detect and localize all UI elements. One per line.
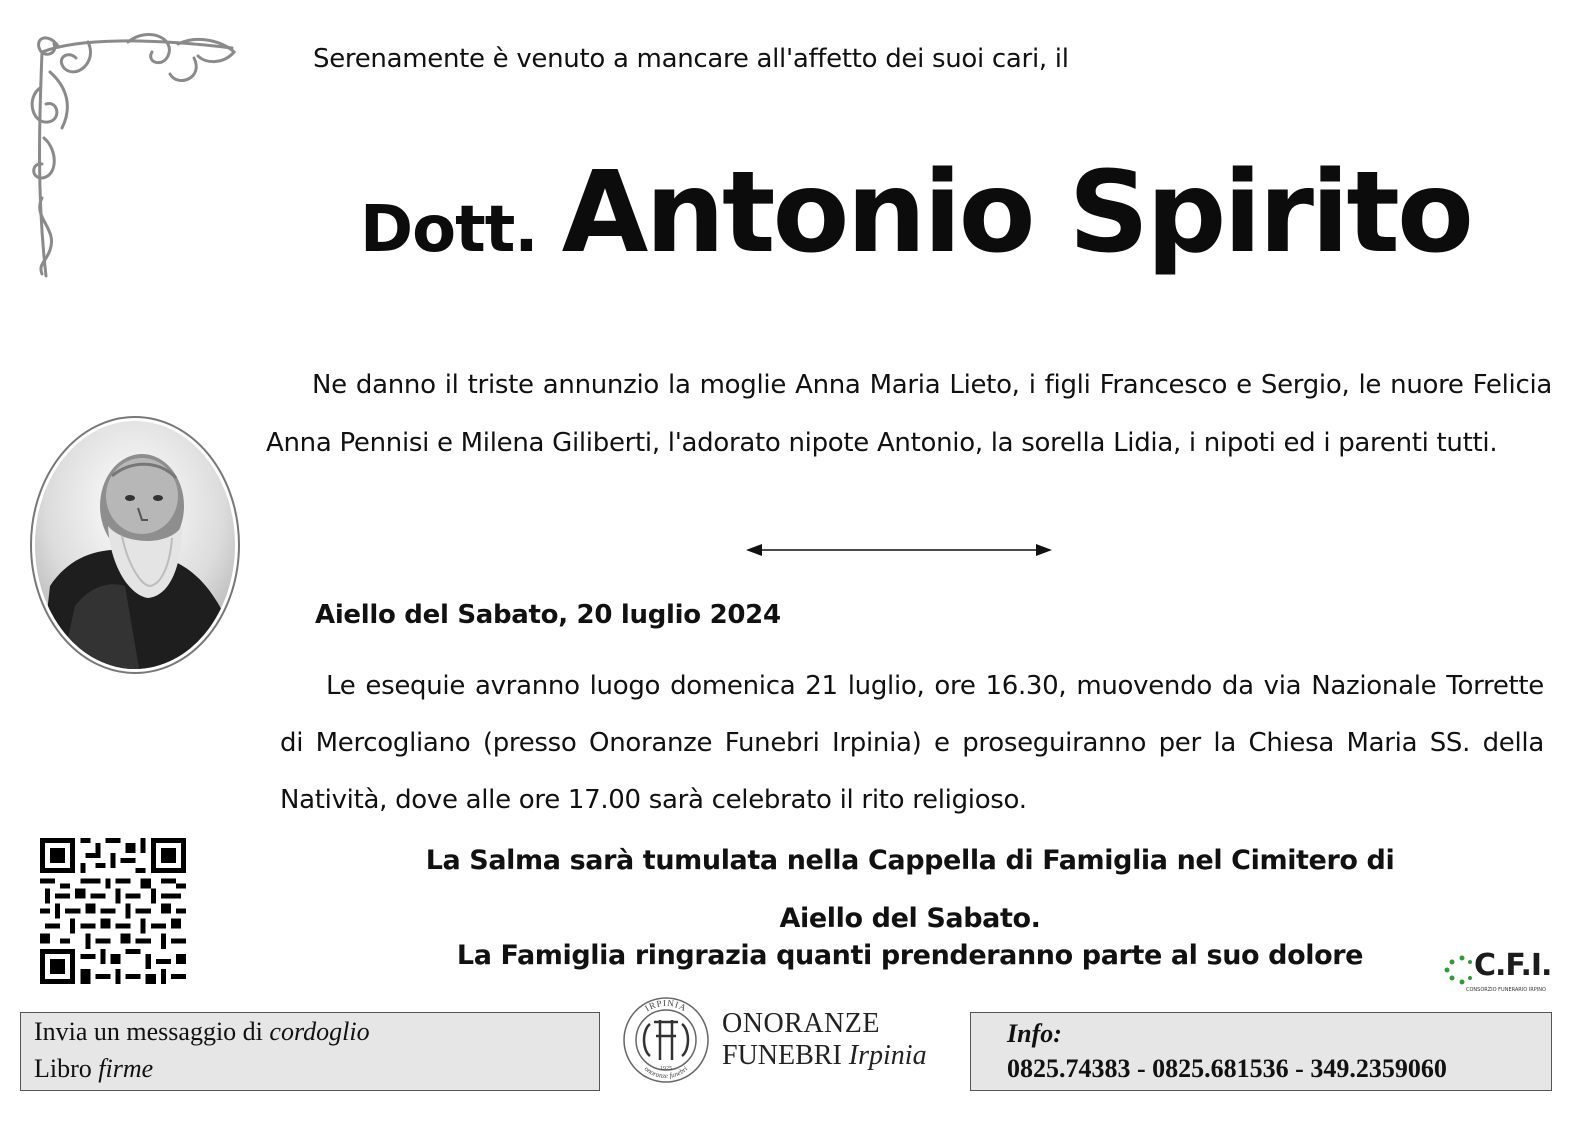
burial-line-2: Aiello del Sabato.	[779, 903, 1041, 934]
info-label: Info:	[1007, 1019, 1062, 1048]
deceased-name: Antonio Spirito	[561, 148, 1471, 278]
intro-line: Serenamente è venuto a mancare all'affetto dei suoi cari, il	[313, 44, 1069, 74]
svg-text:IRPINIA	[643, 998, 689, 1014]
info-phone-numbers[interactable]: 0825.74383 - 0825.681536 - 349.2359060	[1007, 1054, 1447, 1083]
condolence-box[interactable]	[20, 1012, 600, 1091]
cfi-logo-subtitle: CONSORZIO FUNERARIO IRPINO	[1466, 987, 1546, 993]
deceased-title: Dott.	[360, 193, 538, 267]
place-date: Aiello del Sabato, 20 luglio 2024	[315, 600, 781, 630]
double-arrow-icon	[746, 540, 1052, 560]
thanks-line: La Famiglia ringrazia quanti prenderanno parte al suo dolore	[456, 940, 1364, 971]
burial-notice	[330, 832, 1490, 948]
qr-code-icon[interactable]	[40, 838, 186, 984]
corner-ornament-icon	[28, 28, 240, 280]
funeral-details-paragraph: Le esequie avranno luogo domenica 21 luglio, ore 16.30, muovendo da via Nazionale Torrette di Mercogliano (presso Onoranze Funebri Irpinia) e proseguiranno per la Chiesa Maria SS. della Natività, dove alle ore 17.00 sarà celebrato il rito religioso.	[280, 671, 1544, 815]
burial-line-1: La Salma sarà tumulata nella Cappella di Famiglia nel Cimitero di	[425, 845, 1395, 876]
seal-year: 1925	[660, 1066, 672, 1072]
funeral-home-name-line2: FUNEBRI Irpinia	[722, 1040, 927, 1071]
deceased-name-block	[360, 148, 1471, 278]
portrait-oval	[30, 416, 240, 674]
guestbook-link[interactable]: Libro firme	[34, 1054, 154, 1083]
send-condolence-link[interactable]: Invia un messaggio di cordoglio	[34, 1017, 370, 1046]
funeral-home-logo	[616, 988, 976, 1108]
cfi-logo-text: C.F.I.	[1474, 948, 1552, 983]
seal-top-text: IRPINIA	[643, 997, 689, 1014]
info-box	[970, 1012, 1552, 1091]
funeral-home-seal-icon	[620, 990, 712, 1090]
seal-bottom-text: onoranze funebri	[642, 1064, 690, 1081]
announcement-paragraph: Ne danno il triste annunzio la moglie Anna Maria Lieto, i figli Francesco e Sergio, le nuore Felicia Anna Pennisi e Milena Giliberti, l'adorato nipote Antonio, la sorella Lidia, i nipoti ed i parenti tutti.	[266, 370, 1552, 458]
funeral-home-name-line1: ONORANZE	[722, 1008, 880, 1039]
